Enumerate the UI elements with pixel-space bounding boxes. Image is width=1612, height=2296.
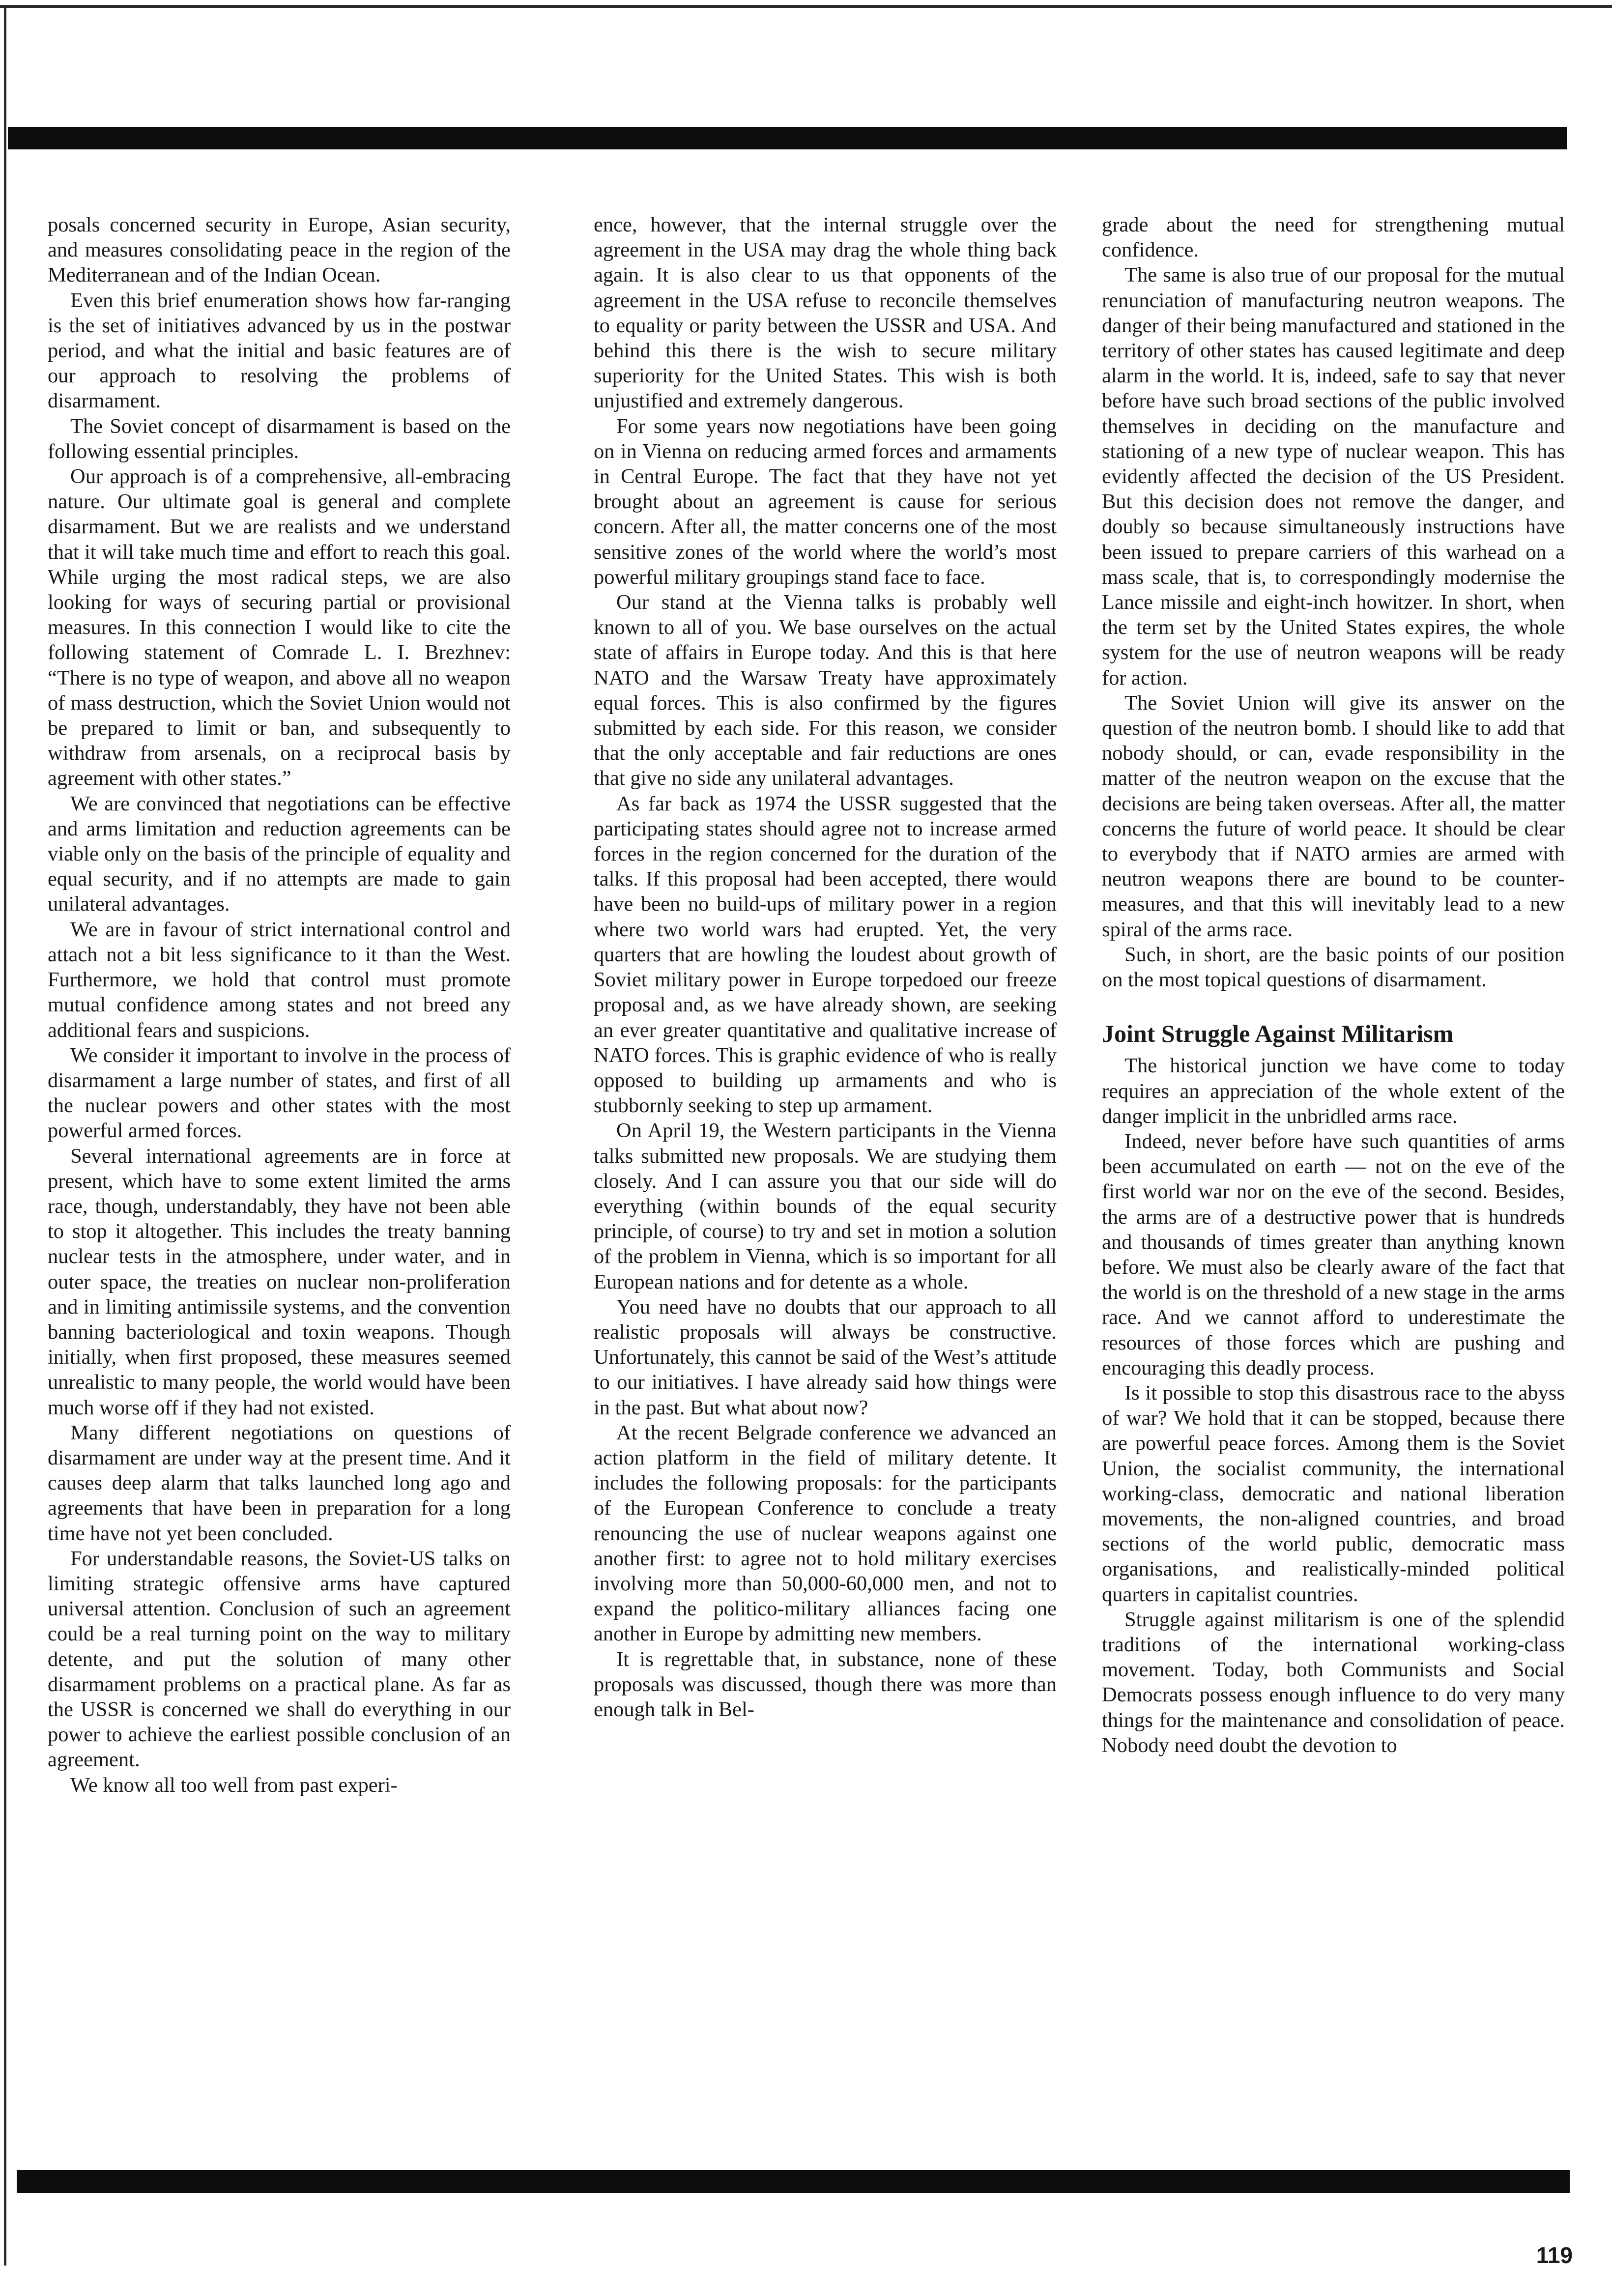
paragraph: For some years now negotiations have been going on in Vienna on reducing armed forces and armaments in Central Europe. The fact that they have not yet brought about an agreement is cause for serious concern. After all, the matter concerns one of the most sensitive zones of the world where the world’s most powerful military groupings stand face to face.: [594, 414, 1057, 589]
paragraph: Is it possible to stop this disastrous race to the abyss of war? We hold that it can be stopped, because there are powerful peace forces. Among them is the Soviet Union, the socialist community, the international working-class, democratic and national liberation movements, the non-aligned countries, and broad sections of the world public, democratic mass organisations, and realistically-minded political quarters in capitalist countries.: [1102, 1381, 1565, 1606]
paragraph: We are in favour of strict international control and attach not a bit less significance to it than the West. Furthermore, we hold that control must promote mutual confidence among states and not breed any additional fears and suspicions.: [48, 918, 511, 1042]
top-border-line: [0, 5, 1612, 8]
text-column-2: [594, 212, 1057, 2129]
paragraph: Struggle against militarism is one of the splendid traditions of the international working-class movement. Today, both Communists and Social Democrats possess enough influence to do very many things for the maintenance and consolidation of peace. Nobody need doubt the devotion to: [1102, 1607, 1565, 1757]
paragraph: As far back as 1974 the USSR suggested that the participating states should agree not to increase armed forces in the region concerned for the duration of the talks. If this proposal had been accepted, there would have been no build-ups of military power in a region where two world wars had erupted. Yet, the very quarters that are howling the loudest about growth of Soviet military power in Europe torpedoed our freeze proposal and, as we have already shown, are seeking an ever greater quantitative and qualitative increase of NATO forces. This is graphic evidence of who is really opposed to building up armaments and who is stubbornly seeking to step up armament.: [594, 792, 1057, 1118]
paragraph: The Soviet Union will give its answer on the question of the neutron bomb. I should like to add that nobody should, or can, evade responsibility in the matter of the neutron weapon on the excuse that the decisions are being taken overseas. After all, the matter concerns the future of world peace. It should be clear to everybody that if NATO armies are armed with neutron weapons there are bound to be counter-measures, and that this will inevitably lead to a new spiral of the arms race.: [1102, 691, 1565, 941]
paragraph: Indeed, never before have such quantities of arms been accumulated on earth — not on the eve of the first world war nor on the eve of the second. Besides, the arms are of a destructive power that is hundreds and thousands of times greater than anything known before. We must also be clearly aware of the fact that the world is on the threshold of a new stage in the arms race. And we cannot afford to underestimate the resources of those forces which are pushing and encouraging this deadly process.: [1102, 1129, 1565, 1379]
text-column-1: [48, 212, 511, 2129]
paragraph: On April 19, the Western participants in the Vienna talks submitted new proposals. We are studying them closely. And I can assure you that our side will do everything (within bounds of the equal security principle, of course) to try and set in motion a solution of the problem in Vienna, which is so important for all European nations and for detente as a whole.: [594, 1119, 1057, 1293]
paragraph: The same is also true of our proposal for the mutual renunciation of manufacturing neutron weapons. The danger of their being manufactured and stationed in the territory of other states has caused legitimate and deep alarm in the world. It is, indeed, safe to say that never before have such broad sections of the public involved themselves in deciding on the manufacture and stationing of a new type of nuclear weapon. This has evidently affected the decision of the US President. But this decision does not remove the danger, and doubly so because simultaneously instructions have been issued to prepare carriers of this warhead on a mass scale, that is, to correspondingly modernise the Lance missile and eight-inch howitzer. In short, when the term set by the United States expires, the whole system for the use of neutron weapons will be ready for action.: [1102, 263, 1565, 689]
paragraph: Several international agreements are in force at present, which have to some extent limited the arms race, though, understandably, they have not been able to stop it altogether. This includes the treaty banning nuclear tests in the atmosphere, under water, and in outer space, the treaties on nuclear non-proliferation and in limiting antimissile systems, and the convention banning bacteriological and toxin weapons. Though initially, when first proposed, these measures seemed unrealistic to many people, the world would have been much worse off if they had not existed.: [48, 1144, 511, 1419]
paragraph: posals concerned security in Europe, Asian security, and measures consolidating peace in the region of the Mediterranean and of the Indian Ocean.: [48, 213, 511, 287]
footer-rule: [17, 2170, 1570, 2193]
section-heading: Joint Struggle Against Militarism: [1102, 1020, 1454, 1048]
paragraph: Even this brief enumeration shows how far-ranging is the set of initiatives advanced by us in the postwar period, and what the initial and basic features are of our approach to resolving the problems of disarmament.: [48, 288, 511, 413]
paragraph: You need have no doubts that our approach to all realistic proposals will always be constructive. Unfortunately, this cannot be said of the West’s attitude to our initiatives. I have already said how things were in the past. But what about now?: [594, 1295, 1057, 1419]
paragraph: Our stand at the Vienna talks is probably well known to all of you. We base ourselves on the actual state of affairs in Europe today. And this is that here NATO and the Warsaw Treaty have approximately equal forces. This is also confirmed by the figures submitted by each side. For this reason, we consider that the only acceptable and fair reductions are ones that give no side any unilateral advantages.: [594, 591, 1057, 790]
text-column-3: [1102, 212, 1565, 2129]
paragraph: Such, in short, are the basic points of our position on the most topical questions of disarmament.: [1102, 943, 1565, 992]
paragraph: grade about the need for strengthening mutual confidence.: [1102, 213, 1565, 262]
paragraph: We know all too well from past experi-: [70, 1773, 398, 1797]
paragraph: ence, however, that the internal struggle over the agreement in the USA may drag the whole thing back again. It is also clear to us that opponents of the agreement in the USA refuse to reconcile themselves to equality or parity between the USSR and USA. And behind this there is the wish to secure military superiority for the United States. This wish is both unjustified and extremely dangerous.: [594, 213, 1057, 413]
header-rule: [8, 127, 1567, 149]
paragraph: The Soviet concept of disarmament is based on the following essential principles.: [48, 414, 511, 463]
paragraph: Our approach is of a comprehensive, all-embracing nature. Our ultimate goal is general and complete disarmament. But we are realists and we understand that it will take much time and effort to reach this goal. While urging the most radical steps, we are also looking for ways of securing partial or provisional measures. In this connection I would like to cite the following statement of Comrade L. I. Brezhnev: “There is no type of weapon, and above all no weapon of mass destruction, which the Soviet Union would not be prepared to limit or ban, and subsequently to withdraw from arsenals, on a reciprocal basis by agreement with other states.”: [48, 465, 511, 790]
left-border-line: [4, 5, 6, 2266]
paragraph: The historical junction we have come to today requires an appreciation of the whole extent of the danger implicit in the unbridled arms race.: [1102, 1054, 1565, 1128]
paragraph: For understandable reasons, the Soviet-US talks on limiting strategic offensive arms have captured universal attention. Conclusion of such an agreement could be a real turning point on the way to military detente, and put the solution of many other disarmament problems on a practical plane. As far as the USSR is concerned we shall do everything in our power to achieve the earliest possible conclusion of an agreement.: [48, 1547, 511, 1772]
paragraph: It is regrettable that, in substance, none of these proposals was discussed, though there was more than enough talk in Bel-: [594, 1647, 1057, 1721]
paragraph: We consider it important to involve in the process of disarmament a large number of states, and first of all the nuclear powers and other states with the most powerful armed forces.: [48, 1043, 511, 1143]
paragraph: Many different negotiations on questions of disarmament are under way at the present time. And it causes deep alarm that talks launched long ago and agreements that have been in preparation for a long time have not yet been concluded.: [48, 1421, 511, 1545]
page-number: 119: [1536, 2242, 1573, 2268]
paragraph: We are convinced that negotiations can be effective and arms limitation and reduction agreements can be viable only on the basis of the principle of equality and equal security, and if no attempts are made to gain unilateral advantages.: [48, 792, 511, 916]
paragraph: At the recent Belgrade conference we advanced an action platform in the field of military detente. It includes the following proposals: for the participants of the European Conference to conclude a treaty renouncing the use of nuclear weapons against one another first: to agree not to hold military exercises involving more than 50,000-60,000 men, and not to expand the politico-military alliances facing one another in Europe by admitting new members.: [594, 1421, 1057, 1646]
